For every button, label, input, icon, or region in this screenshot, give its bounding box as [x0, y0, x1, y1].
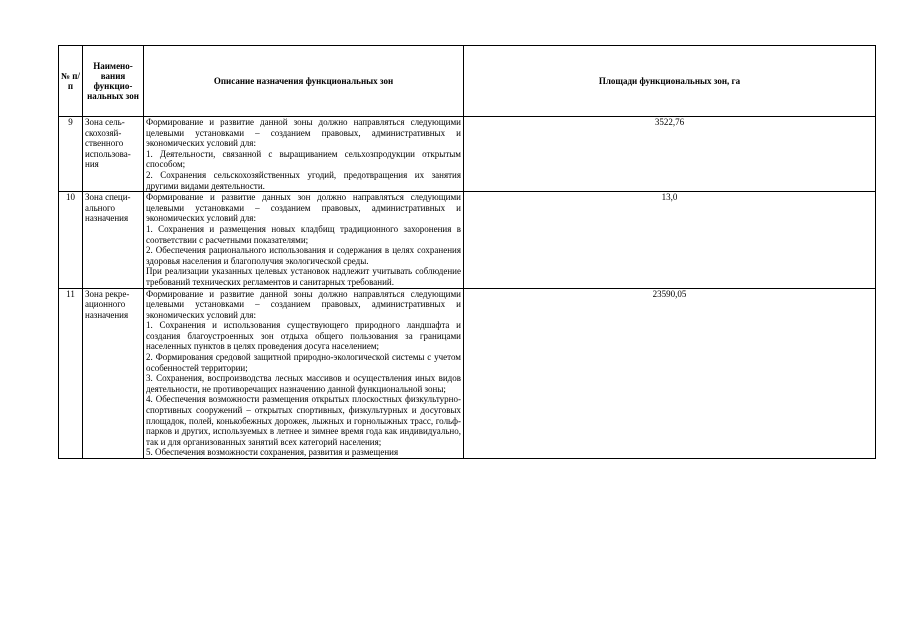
row-area: 23590,05: [464, 288, 876, 459]
table-row: [59, 288, 876, 459]
row-num: 11: [59, 288, 83, 459]
header-name: Наимено-вания функцио-нальных зон: [83, 46, 144, 117]
row-zone-name: Зона специ-ального назначения: [83, 192, 144, 288]
row-description: [144, 117, 464, 192]
description-paragraph: 3. Сохранения, воспроизводства лесных массивов и осуществления иных видов деятельности, не противоречащих назначению данной функциональной зоны;: [146, 373, 461, 394]
table-row: [59, 192, 876, 288]
functional-zones-table: [58, 45, 876, 459]
description-paragraph: 1. Сохранения и использования существующего природного ландшафта и создания благоустроенных зон отдыха общего пользования за границами населенных пунктов в целях проведения досуга населением;: [146, 320, 461, 352]
description-paragraph: 2. Обеспечения рационального использования и содержания в целях сохранения здоровья населения и благополучия экологической среды.: [146, 245, 461, 266]
description-paragraph: 1. Сохранения и размещения новых кладбищ традиционного захоронения в соответствии с расчетными показателями;: [146, 223, 461, 245]
description-paragraph: 2. Сохранения сельскохозяйственных угодий, предотвращения их занятия другими видами деятельности.: [146, 169, 461, 191]
row-area: 13,0: [464, 192, 876, 288]
description-paragraph: 4. Обеспечения возможности размещения открытых плоскостных физкультурно-спортивных сооружений – открытых спортивных, физкультурных и досуговых площадок, полей, конькобежных дорожек, лыжных и горнолыжных трасс, гольф-парков и других, используемых в летнее и зимнее время года как индивидуально, так и для организованных занятий всех категорий населения;: [146, 394, 461, 447]
row-num: 10: [59, 192, 83, 288]
description-paragraph: Формирование и развитие данной зоны должно направляться следующими целевыми установками – созданием правовых, административных и экономических условий для:: [146, 288, 461, 320]
row-description: [144, 192, 464, 288]
row-num: 9: [59, 117, 83, 192]
description-paragraph: Формирование и развитие данной зоны должно направляться следующими целевыми установками – созданием правовых, административных и экономических условий для:: [146, 117, 461, 149]
row-description: [144, 288, 464, 459]
description-paragraph: 1. Деятельности, связанной с выращиванием сельхозпродукции открытым способом;: [146, 148, 461, 170]
table-header-row: [59, 46, 876, 117]
description-paragraph: 2. Формирования средовой защитной природно-экологической системы с учетом особенностей территории;: [146, 352, 461, 373]
header-description: Описание назначения функциональных зон: [144, 46, 464, 117]
table-row: [59, 117, 876, 192]
description-paragraph: При реализации указанных целевых установок надлежит учитывать соблюдение требований технических регламентов и санитарных требований.: [146, 266, 461, 287]
description-paragraph: Формирование и развитие данных зон должно направляться следующими целевыми установками – созданием правовых, административных и экономических условий для:: [146, 192, 461, 224]
row-area: 3522,76: [464, 117, 876, 192]
description-paragraph: 5. Обеспечения возможности сохранения, развития и размещения: [146, 447, 399, 458]
header-area: Площади функциональных зон, га: [464, 46, 876, 117]
row-zone-name: Зона сель-скохозяй-ственного использова-ния: [83, 117, 144, 192]
header-num: № п/п: [59, 46, 83, 117]
row-zone-name: Зона рекре-ационного назначения: [83, 288, 144, 459]
